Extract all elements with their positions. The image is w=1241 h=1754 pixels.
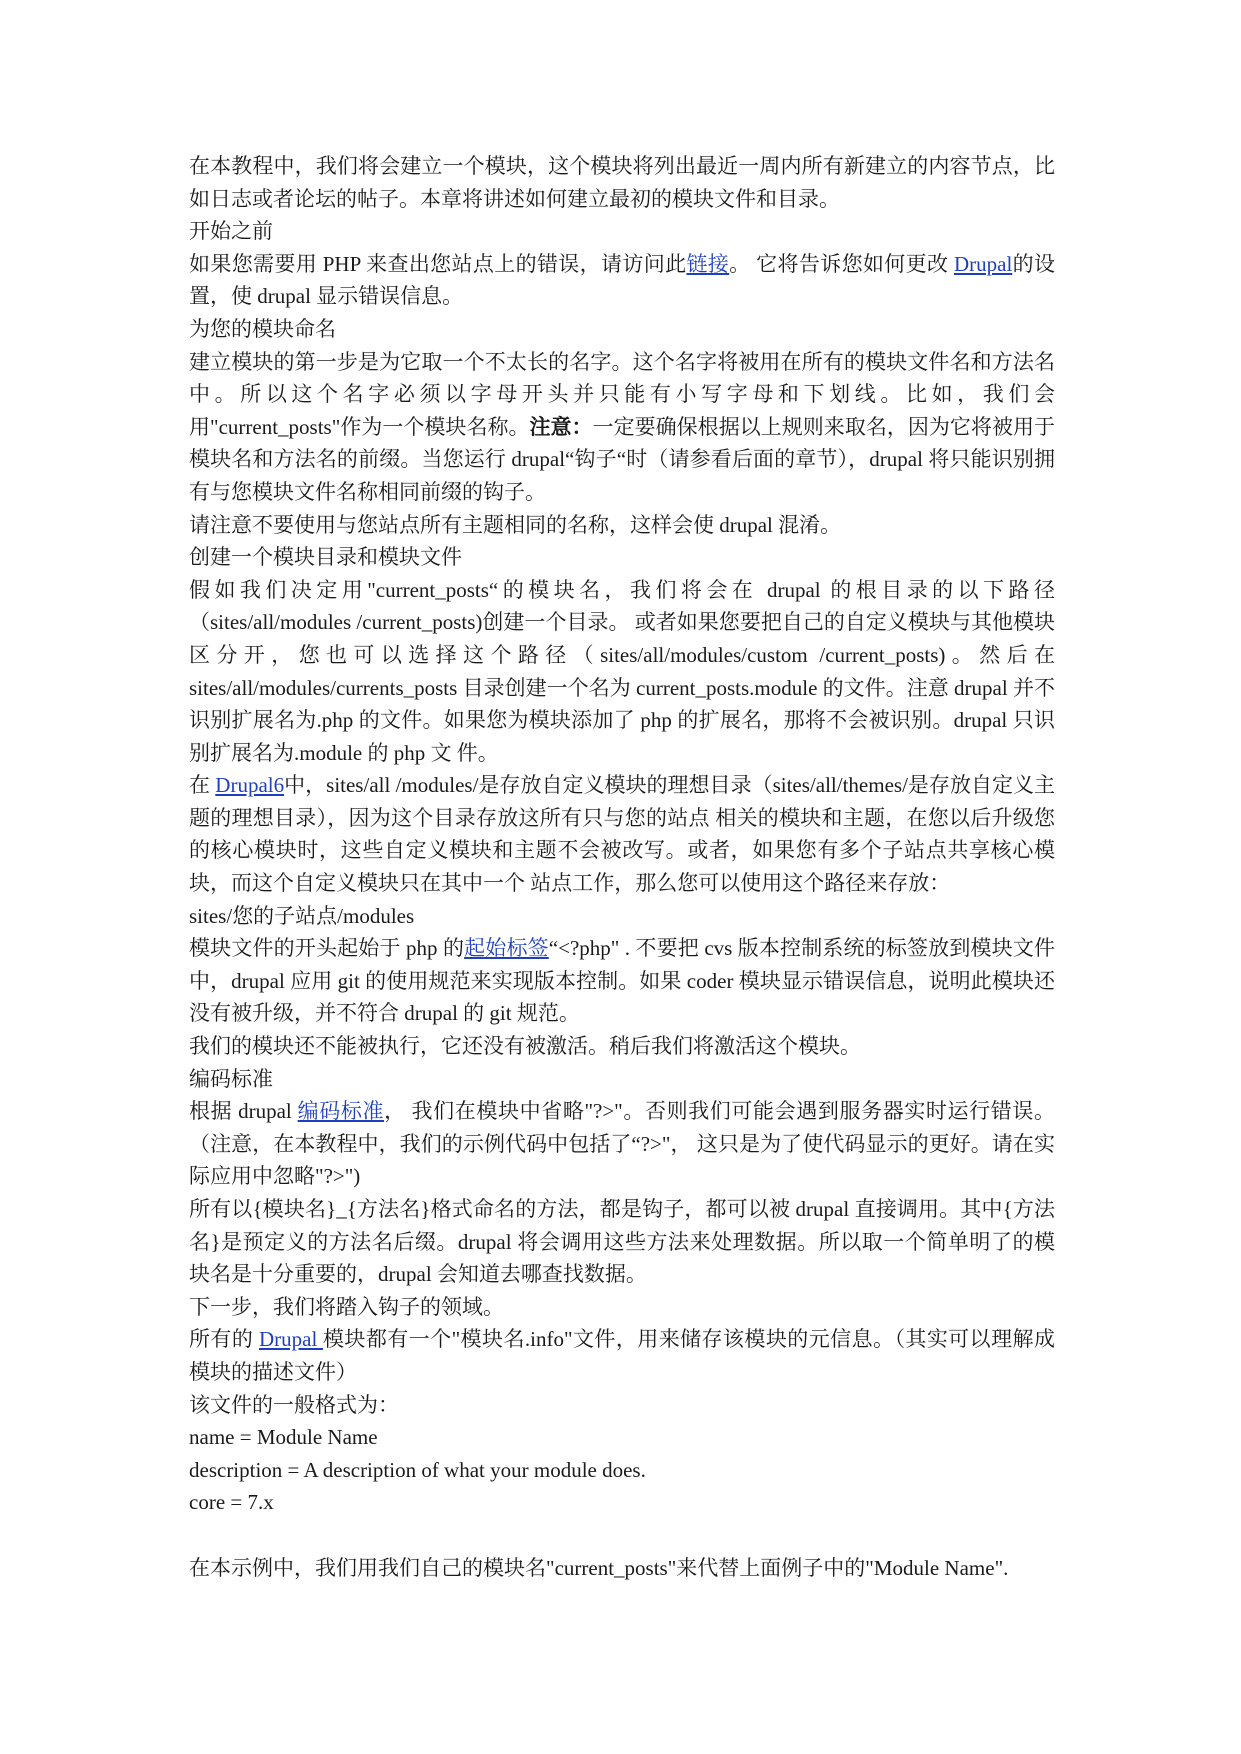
heading-before-start: 开始之前 bbox=[189, 219, 273, 244]
coding-standard-paragraph: 根据 drupal 编码标准， 我们在模块中省略"?>"。否则我们可能会遇到服务器实时运行错误。（注意，在本教程中，我们的示例代码中包括了“?>"， 这只是为了使代码显示的更好。请在实际应用中忽略"?>") bbox=[189, 1099, 1055, 1189]
next-step-paragraph: 下一步，我们将踏入钩子的领域。 bbox=[189, 1294, 504, 1319]
link-coding-standard[interactable]: 编码标准 bbox=[297, 1099, 385, 1124]
link-drupal[interactable]: Drupal bbox=[953, 251, 1013, 276]
directory-paragraph: 假如我们决定用"current_posts“的模块名，我们将会在 drupal 的根目录的以下路径（sites/all/modules /current_posts)创建一个目录。 或者如果您要把自己的自定义模块与其他模块区分开，您也可以选择这个路径（sites/all/modules/custom /current_posts)。然后在 sites/all/modules/currents_posts 目录创建一个名为 current_posts.module 的文件。注意 drupal 并不识别扩展名为.php 的文件。如果您为模块添加了 php 的扩展名，那将不会被识别。drupal 只识别扩展名为.module 的 php 文 件。 bbox=[189, 577, 1055, 765]
theme-name-paragraph: 请注意不要使用与您站点所有主题相同的名称，这样会使 drupal 混淆。 bbox=[189, 512, 842, 537]
link-drupal6[interactable]: Drupal6 bbox=[215, 773, 285, 798]
link-drupal-info[interactable]: Drupal bbox=[258, 1327, 323, 1352]
heading-naming: 为您的模块命名 bbox=[189, 316, 336, 341]
info-file-paragraph: 所有的 Drupal 模块都有一个"模块名.info"文件，用来储存该模块的元信息。（其实可以理解成模块的描述文件） bbox=[189, 1327, 1055, 1384]
document-body bbox=[189, 150, 1055, 1584]
heading-coding: 编码标准 bbox=[189, 1066, 273, 1091]
hooks-paragraph: 所有以{模块名}_{方法名}格式命名的方法，都是钩子，都可以被 drupal 直接调用。其中{方法名}是预定义的方法名后缀。drupal 将会调用这些方法来处理数据。所以取一个简单明了的模块名是十分重要的，drupal 会知道去哪查找数据。 bbox=[189, 1197, 1055, 1287]
code-line-name: name = Module Name bbox=[189, 1425, 378, 1450]
activation-paragraph: 我们的模块还不能被执行，它还没有被激活。稍后我们将激活这个模块。 bbox=[189, 1034, 861, 1059]
blank-line bbox=[189, 1519, 1055, 1552]
naming-paragraph: 建立模块的第一步是为它取一个不太长的名字。这个名字将被用在所有的模块文件名和方法名中。所以这个名字必须以字母开头并只能有小写字母和下划线。比如，我们会用"current_posts"作为一个模块名称。注意：一定要确保根据以上规则来取名，因为它将被用于模块名和方法名的前缀。当您运行 drupal“钩子“时（请参看后面的章节），drupal 将只能识别拥有与您模块文件名称相同前缀的钩子。 bbox=[189, 349, 1055, 504]
drupal6-paragraph: 在 Drupal6中，sites/all /modules/是存放自定义模块的理想目录（sites/all/themes/是存放自定义主题的理想目录），因为这个目录存放这所有只与您的站点 相关的模块和主题，在您以后升级您的核心模块时，这些自定义模块和主题不会被改写。或者，如果您有多个子站点共享核心模块，而这个自定义模块只在其中一个 站点工作，那么您可以使用这个路径来存放： sites/您的子站点/modules bbox=[189, 773, 1055, 928]
code-line-description: description = A description of what your module does. bbox=[189, 1457, 646, 1482]
code-line-core: core = 7.x bbox=[189, 1490, 274, 1515]
link-here[interactable]: 链接 bbox=[686, 251, 730, 276]
intro-paragraph: 在本教程中，我们将会建立一个模块，这个模块将列出最近一周内所有新建立的内容节点，比如日志或者论坛的帖子。本章将讲述如何建立最初的模块文件和目录。 bbox=[189, 154, 1055, 211]
note-label: 注意： bbox=[529, 414, 593, 439]
php-tag-paragraph: 模块文件的开头起始于 php 的起始标签“<?php" . 不要把 cvs 版本控制系统的标签放到模块文件中，drupal 应用 git 的使用规范来实现版本控制。如果 coder 模块显示错误信息，说明此模块还没有被升级，并不符合 drupal 的 git 规范。 bbox=[189, 936, 1055, 1026]
format-paragraph: 该文件的一般格式为： bbox=[189, 1392, 399, 1417]
link-start-tag[interactable]: 起始标签 bbox=[464, 936, 549, 961]
debug-paragraph: 如果您需要用 PHP 来查出您站点上的错误，请访问此链接。 它将告诉您如何更改 Drupal的设置，使 drupal 显示错误信息。 bbox=[189, 251, 1056, 309]
heading-create: 创建一个模块目录和模块文件 bbox=[189, 545, 462, 570]
example-paragraph: 在本示例中，我们用我们自己的模块名"current_posts"来代替上面例子中的"Module Name". bbox=[189, 1555, 1009, 1580]
